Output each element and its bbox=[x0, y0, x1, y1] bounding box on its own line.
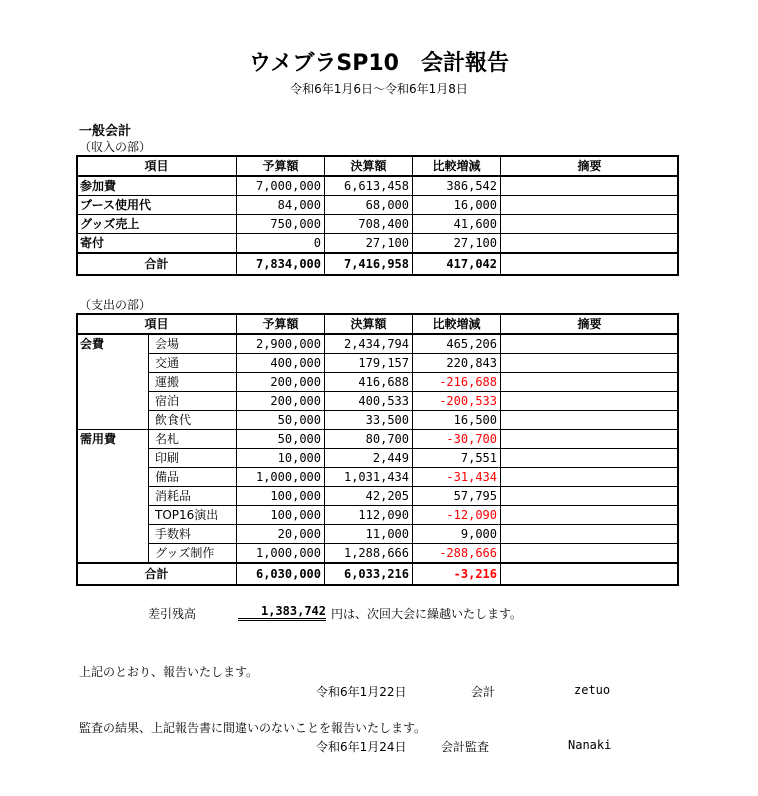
expense-header-row bbox=[77, 314, 679, 334]
column-header: 決算額 bbox=[325, 314, 413, 334]
report-name: zetuo bbox=[574, 683, 611, 697]
expense-total-row bbox=[77, 563, 679, 585]
income-budget: 0 bbox=[237, 234, 325, 254]
expense-budget: 50,000 bbox=[237, 411, 325, 430]
report-statement: 上記のとおり、報告いたします。 bbox=[79, 665, 259, 679]
total-label: 合計 bbox=[77, 563, 237, 585]
total-diff: -3,216 bbox=[413, 563, 501, 585]
table-row bbox=[77, 234, 679, 254]
income-item: ブース使用代 bbox=[77, 196, 237, 215]
expense-actual: 42,205 bbox=[325, 487, 413, 506]
column-header: 比較増減 bbox=[413, 314, 501, 334]
expense-budget: 2,900,000 bbox=[237, 334, 325, 354]
income-item: グッズ売上 bbox=[77, 215, 237, 234]
expense-group bbox=[77, 487, 149, 506]
expense-item: 宿泊 bbox=[149, 392, 237, 411]
total-note bbox=[501, 563, 679, 585]
total-label: 合計 bbox=[77, 253, 237, 275]
expense-diff: -12,090 bbox=[413, 506, 501, 525]
expense-diff: 57,795 bbox=[413, 487, 501, 506]
audit-role: 会計監査 bbox=[441, 740, 490, 754]
expense-group bbox=[77, 525, 149, 544]
expense-actual: 11,000 bbox=[325, 525, 413, 544]
expense-actual: 416,688 bbox=[325, 373, 413, 392]
income-diff: 386,542 bbox=[413, 176, 501, 196]
expense-actual: 33,500 bbox=[325, 411, 413, 430]
expense-note bbox=[501, 373, 679, 392]
expense-diff: 220,843 bbox=[413, 354, 501, 373]
expense-group bbox=[77, 411, 149, 430]
column-header: 項目 bbox=[77, 156, 237, 176]
table-row bbox=[77, 196, 679, 215]
expense-actual: 2,449 bbox=[325, 449, 413, 468]
expense-budget: 100,000 bbox=[237, 506, 325, 525]
table-row bbox=[77, 525, 679, 544]
expense-group bbox=[77, 449, 149, 468]
balance-text: 円は、次回大会に繰越いたします。 bbox=[331, 607, 523, 621]
table-row bbox=[77, 487, 679, 506]
expense-budget: 10,000 bbox=[237, 449, 325, 468]
expense-budget: 400,000 bbox=[237, 354, 325, 373]
expense-note bbox=[501, 544, 679, 564]
column-header: 項目 bbox=[77, 314, 237, 334]
table-row bbox=[77, 334, 679, 354]
income-total-row bbox=[77, 253, 679, 275]
income-actual: 708,400 bbox=[325, 215, 413, 234]
expense-diff: -200,533 bbox=[413, 392, 501, 411]
expense-note bbox=[501, 487, 679, 506]
expense-diff: 9,000 bbox=[413, 525, 501, 544]
expense-actual: 2,434,794 bbox=[325, 334, 413, 354]
expense-item: グッズ制作 bbox=[149, 544, 237, 564]
income-table bbox=[76, 155, 679, 276]
total-actual: 6,033,216 bbox=[325, 563, 413, 585]
expense-group bbox=[77, 373, 149, 392]
column-header: 比較増減 bbox=[413, 156, 501, 176]
balance-amount: 1,383,742 bbox=[238, 604, 326, 621]
expense-actual: 400,533 bbox=[325, 392, 413, 411]
income-note bbox=[501, 196, 679, 215]
table-row bbox=[77, 430, 679, 449]
expense-note bbox=[501, 449, 679, 468]
table-row bbox=[77, 544, 679, 564]
expense-actual: 80,700 bbox=[325, 430, 413, 449]
income-diff: 27,100 bbox=[413, 234, 501, 254]
expense-budget: 100,000 bbox=[237, 487, 325, 506]
expense-item: 運搬 bbox=[149, 373, 237, 392]
expense-group bbox=[77, 392, 149, 411]
table-row bbox=[77, 506, 679, 525]
expense-note bbox=[501, 525, 679, 544]
expense-item: 会場 bbox=[149, 334, 237, 354]
expense-note bbox=[501, 468, 679, 487]
expense-table bbox=[76, 313, 679, 586]
expense-note bbox=[501, 354, 679, 373]
column-header: 摘要 bbox=[501, 156, 679, 176]
column-header: 摘要 bbox=[501, 314, 679, 334]
expense-note bbox=[501, 392, 679, 411]
expense-budget: 20,000 bbox=[237, 525, 325, 544]
general-account-heading: 一般会計 bbox=[79, 124, 132, 139]
expense-heading: （支出の部） bbox=[79, 298, 152, 312]
expense-budget: 200,000 bbox=[237, 373, 325, 392]
audit-name: Nanaki bbox=[568, 738, 612, 752]
column-header: 決算額 bbox=[325, 156, 413, 176]
table-row bbox=[77, 354, 679, 373]
expense-budget: 200,000 bbox=[237, 392, 325, 411]
income-actual: 68,000 bbox=[325, 196, 413, 215]
income-diff: 16,000 bbox=[413, 196, 501, 215]
audit-date: 令和6年1月24日 bbox=[316, 740, 407, 754]
expense-diff: 7,551 bbox=[413, 449, 501, 468]
report-role: 会計 bbox=[471, 685, 496, 699]
table-row bbox=[77, 392, 679, 411]
total-actual: 7,416,958 bbox=[325, 253, 413, 275]
expense-note bbox=[501, 411, 679, 430]
table-row bbox=[77, 215, 679, 234]
expense-group bbox=[77, 506, 149, 525]
expense-diff: -30,700 bbox=[413, 430, 501, 449]
expense-item: 印刷 bbox=[149, 449, 237, 468]
expense-note bbox=[501, 430, 679, 449]
income-item: 参加費 bbox=[77, 176, 237, 196]
expense-item: 名札 bbox=[149, 430, 237, 449]
income-budget: 84,000 bbox=[237, 196, 325, 215]
expense-item: 手数料 bbox=[149, 525, 237, 544]
expense-item: 備品 bbox=[149, 468, 237, 487]
report-period: 令和6年1月6日～令和6年1月8日 bbox=[290, 82, 468, 96]
expense-budget: 50,000 bbox=[237, 430, 325, 449]
expense-actual: 1,288,666 bbox=[325, 544, 413, 564]
expense-group bbox=[77, 544, 149, 564]
expense-note bbox=[501, 334, 679, 354]
income-actual: 6,613,458 bbox=[325, 176, 413, 196]
income-heading: （収入の部） bbox=[79, 140, 152, 154]
expense-group: 会費 bbox=[77, 334, 149, 354]
column-header: 予算額 bbox=[237, 314, 325, 334]
expense-item: 飲食代 bbox=[149, 411, 237, 430]
table-row bbox=[77, 468, 679, 487]
balance-amount-wrap bbox=[238, 604, 326, 621]
income-budget: 7,000,000 bbox=[237, 176, 325, 196]
income-actual: 27,100 bbox=[325, 234, 413, 254]
expense-diff: 465,206 bbox=[413, 334, 501, 354]
total-diff: 417,042 bbox=[413, 253, 501, 275]
income-diff: 41,600 bbox=[413, 215, 501, 234]
expense-note bbox=[501, 506, 679, 525]
expense-group: 需用費 bbox=[77, 430, 149, 449]
expense-actual: 179,157 bbox=[325, 354, 413, 373]
total-note bbox=[501, 253, 679, 275]
income-budget: 750,000 bbox=[237, 215, 325, 234]
expense-budget: 1,000,000 bbox=[237, 544, 325, 564]
report-title: ウメブラSP10 会計報告 bbox=[249, 51, 509, 76]
expense-item: TOP16演出 bbox=[149, 506, 237, 525]
table-row bbox=[77, 176, 679, 196]
table-row bbox=[77, 449, 679, 468]
expense-diff: -31,434 bbox=[413, 468, 501, 487]
expense-diff: -288,666 bbox=[413, 544, 501, 564]
audit-statement: 監査の結果、上記報告書に間違いのないことを報告いたします。 bbox=[79, 721, 427, 735]
expense-group bbox=[77, 354, 149, 373]
income-note bbox=[501, 234, 679, 254]
expense-item: 消耗品 bbox=[149, 487, 237, 506]
balance-label: 差引残高 bbox=[148, 607, 197, 621]
total-budget: 7,834,000 bbox=[237, 253, 325, 275]
income-item: 寄付 bbox=[77, 234, 237, 254]
expense-actual: 112,090 bbox=[325, 506, 413, 525]
expense-actual: 1,031,434 bbox=[325, 468, 413, 487]
table-row bbox=[77, 373, 679, 392]
expense-diff: -216,688 bbox=[413, 373, 501, 392]
expense-diff: 16,500 bbox=[413, 411, 501, 430]
expense-budget: 1,000,000 bbox=[237, 468, 325, 487]
column-header: 予算額 bbox=[237, 156, 325, 176]
income-note bbox=[501, 176, 679, 196]
income-note bbox=[501, 215, 679, 234]
report-date: 令和6年1月22日 bbox=[316, 685, 407, 699]
total-budget: 6,030,000 bbox=[237, 563, 325, 585]
expense-group bbox=[77, 468, 149, 487]
table-row bbox=[77, 411, 679, 430]
income-header-row bbox=[77, 156, 679, 176]
expense-item: 交通 bbox=[149, 354, 237, 373]
